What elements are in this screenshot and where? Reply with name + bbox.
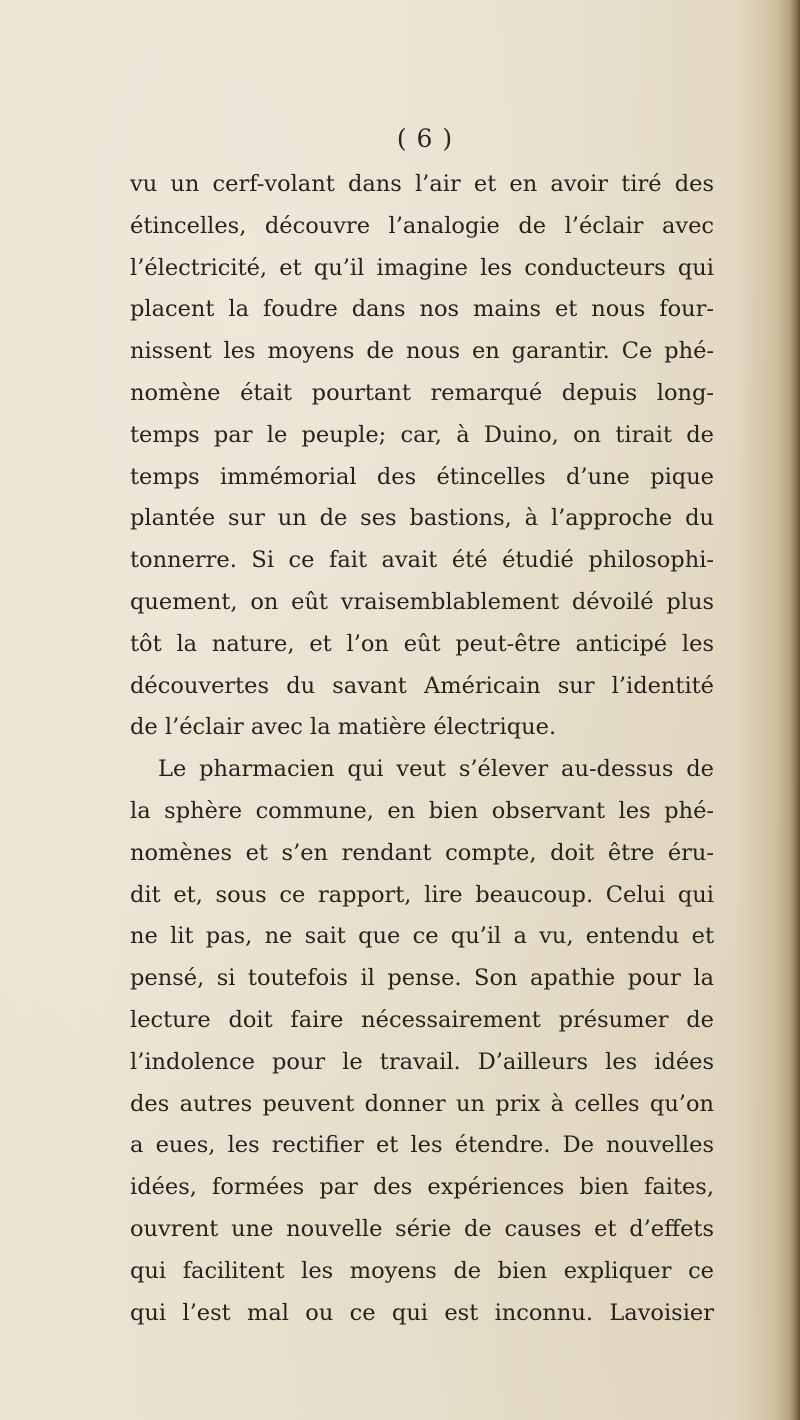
text-line: nomènes et s’en rendant compte, doit être éru- (130, 839, 714, 866)
text-line: tonnerre. Si ce fait avait été étudié philosophi- (130, 547, 714, 574)
page-number: ( 6 ) (396, 124, 454, 153)
text-line: temps immémorial des étincelles d’une pique (130, 463, 714, 490)
text-line: temps par le peuple; car, à Duino, on tirait de (130, 421, 714, 448)
text-line: lecture doit faire nécessairement présumer de (130, 1006, 714, 1033)
text-line: dit et, sous ce rapport, lire beaucoup. Celui qui (130, 881, 714, 908)
text-line: tôt la nature, et l’on eût peut-être anticipé les (130, 630, 714, 657)
text-line: des autres peuvent donner un prix à celles qu’on (130, 1090, 714, 1117)
text-line: étincelles, découvre l’analogie de l’éclair avec (130, 212, 714, 239)
text-line: plantée sur un de ses bastions, à l’approche du (130, 505, 714, 532)
text-line: nomène était pourtant remarqué depuis long- (130, 379, 714, 406)
text-line: a eues, les rectifier et les étendre. De nouvelles (130, 1132, 714, 1159)
text-line: l’indolence pour le travail. D’ailleurs les idées (130, 1048, 714, 1075)
text-line: vu un cerf-volant dans l’air et en avoir tiré des (130, 171, 714, 197)
body-text (130, 164, 714, 1334)
text-line: placent la foudre dans nos mains et nous four- (130, 296, 714, 323)
text-line: découvertes du savant Américain sur l’identité (130, 672, 714, 699)
text-line: quement, on eût vraisemblablement dévoilé plus (130, 588, 714, 615)
text-line: pensé, si toutefois il pense. Son apathie pour la (130, 965, 714, 992)
text-line: qui facilitent les moyens de bien expliquer ce (130, 1257, 714, 1284)
page-edge-shadow (790, 0, 800, 1420)
text-line: Le pharmacien qui veut s’élever au-dessus de (158, 756, 714, 783)
text-line: l’électricité, et qu’il imagine les conducteurs qui (130, 254, 714, 281)
text-line: nissent les moyens de nous en garantir. Ce phé- (130, 338, 714, 365)
text-line: idées, formées par des expériences bien faites, (130, 1174, 714, 1201)
text-line: ouvrent une nouvelle série de causes et d’effets (130, 1215, 714, 1242)
text-line: ne lit pas, ne sait que ce qu’il a vu, entendu et (130, 923, 714, 950)
text-line: la sphère commune, en bien observant les phé- (130, 797, 714, 824)
text-line: qui l’est mal ou ce qui est inconnu. Lavoisier (130, 1299, 714, 1326)
text-line: de l’éclair avec la matière électrique. (130, 714, 557, 741)
